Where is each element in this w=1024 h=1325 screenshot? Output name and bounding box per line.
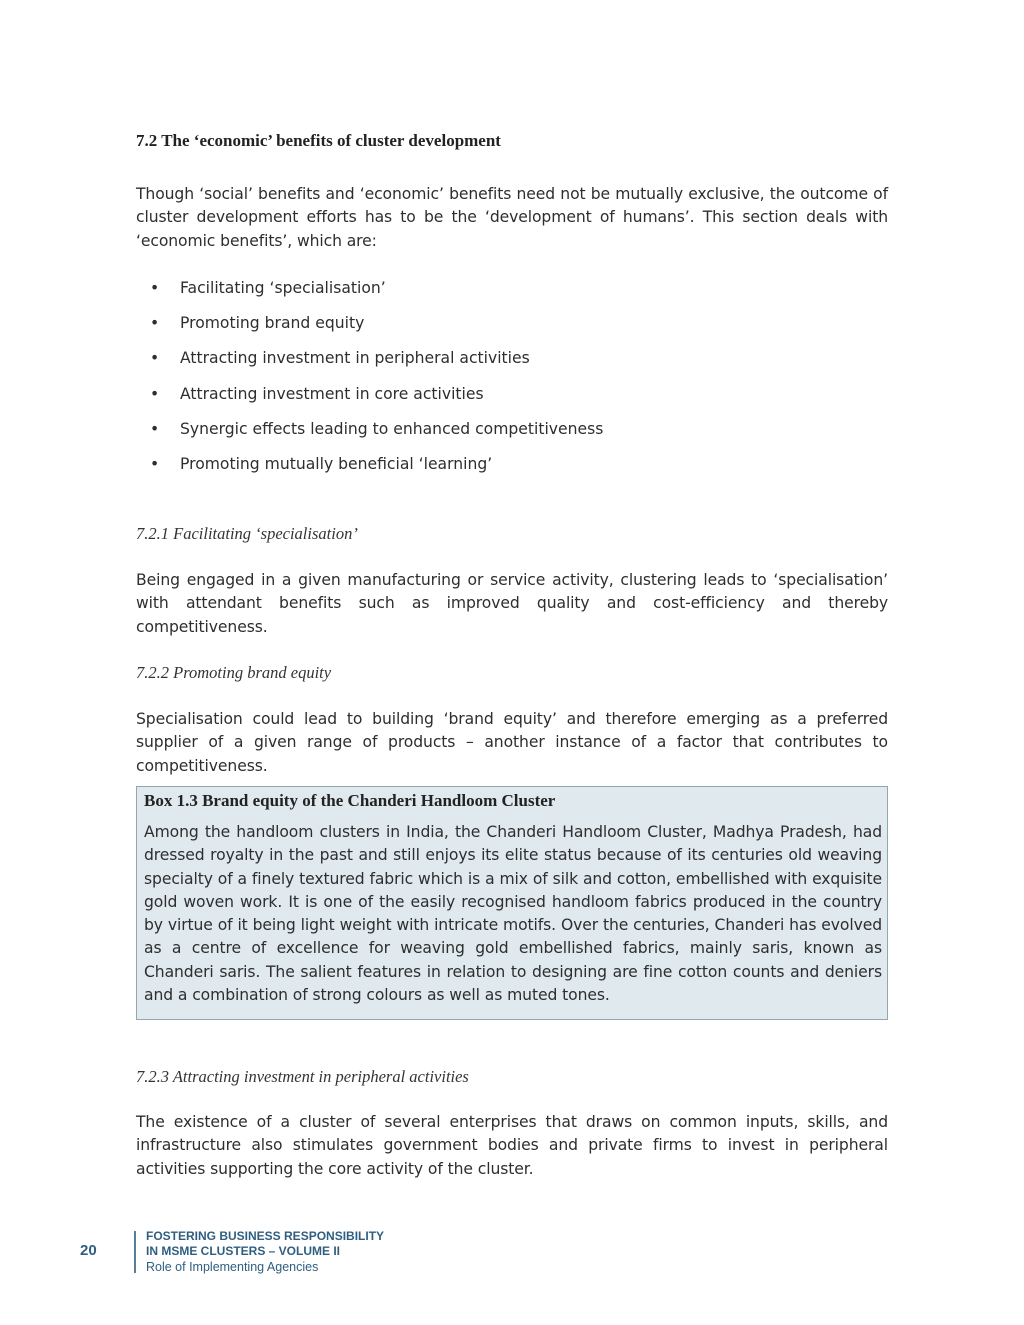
bullet-icon: • xyxy=(150,384,160,403)
footer-divider xyxy=(134,1231,136,1273)
list-item: • Synergic effects leading to enhanced competitiveness xyxy=(150,418,603,453)
bullet-icon: • xyxy=(150,314,160,333)
page-number: 20 xyxy=(80,1242,97,1259)
intro-paragraph: Though ‘social’ benefits and ‘economic’ benefits need not be mutually exclusive, the outcome of cluster development efforts has to be the ‘development of humans’. This section deals with ‘economic benefits’, which are: xyxy=(136,185,888,250)
list-item: • Attracting investment in peripheral activities xyxy=(150,347,603,382)
subsection-heading-brand-equity: 7.2.2 Promoting brand equity xyxy=(136,663,332,682)
bullet-icon: • xyxy=(150,279,160,297)
box-chanderi xyxy=(136,786,888,1020)
bullet-icon: • xyxy=(150,454,160,473)
footer-title xyxy=(146,1229,384,1276)
bullet-icon: • xyxy=(150,419,160,438)
footer-line-2: IN MSME CLUSTERS – VOLUME II xyxy=(146,1244,341,1258)
footer-line-1: FOSTERING BUSINESS RESPONSIBILITY xyxy=(146,1229,385,1243)
list-item: • Attracting investment in core activities xyxy=(150,383,603,418)
subsection-heading-peripheral: 7.2.3 Attracting investment in peripheral activities xyxy=(136,1067,469,1086)
footer-line-3: Role of Implementing Agencies xyxy=(146,1260,319,1274)
peripheral-paragraph: The existence of a cluster of several enterprises that draws on common inputs, skills, and infrastructure also stimulates government bodies and private firms to invest in peripheral activities supporting the core activity of the cluster. xyxy=(136,1113,888,1178)
box-body: Among the handloom clusters in India, the Chanderi Handloom Cluster, Madhya Pradesh, had dressed royalty in the past and still enjoys its elite status because of its centuries old weaving specialty of a finely textured fabric which is a mix of silk and cotton, embellished with exquisite gold woven work. It is one of the easily recognised handloom fabrics produced in the country by virtue of it being light weight with intricate motifs. Over the centuries, Chanderi has evolved as a centre of excellence for weaving gold embellished fabrics, mainly saris, known as Chanderi saris. The salient features in relation to designing are fine cotton counts and deniers and a combination of strong colours as well as muted tones. xyxy=(144,823,882,1005)
list-item: • Promoting mutually beneficial ‘learning’ xyxy=(150,453,603,488)
brand-equity-paragraph: Specialisation could lead to building ‘brand equity’ and therefore emerging as a preferred supplier of a given range of products – another instance of a factor that contributes to competitiveness. xyxy=(136,710,888,775)
box-title: Box 1.3 Brand equity of the Chanderi Handloom Cluster xyxy=(144,791,556,810)
list-item: • Promoting brand equity xyxy=(150,312,603,347)
subsection-heading-specialisation: 7.2.1 Facilitating ‘specialisation’ xyxy=(136,524,358,543)
benefits-list xyxy=(150,277,603,488)
section-heading: 7.2 The ‘economic’ benefits of cluster development xyxy=(136,131,501,150)
bullet-icon: • xyxy=(150,349,160,368)
specialisation-paragraph: Being engaged in a given manufacturing or service activity, clustering leads to ‘specialisation’ with attendant benefits such as improved quality and cost-efficiency and thereby competitiveness. xyxy=(136,571,888,636)
list-item: • Facilitating ‘specialisation’ xyxy=(150,277,603,312)
